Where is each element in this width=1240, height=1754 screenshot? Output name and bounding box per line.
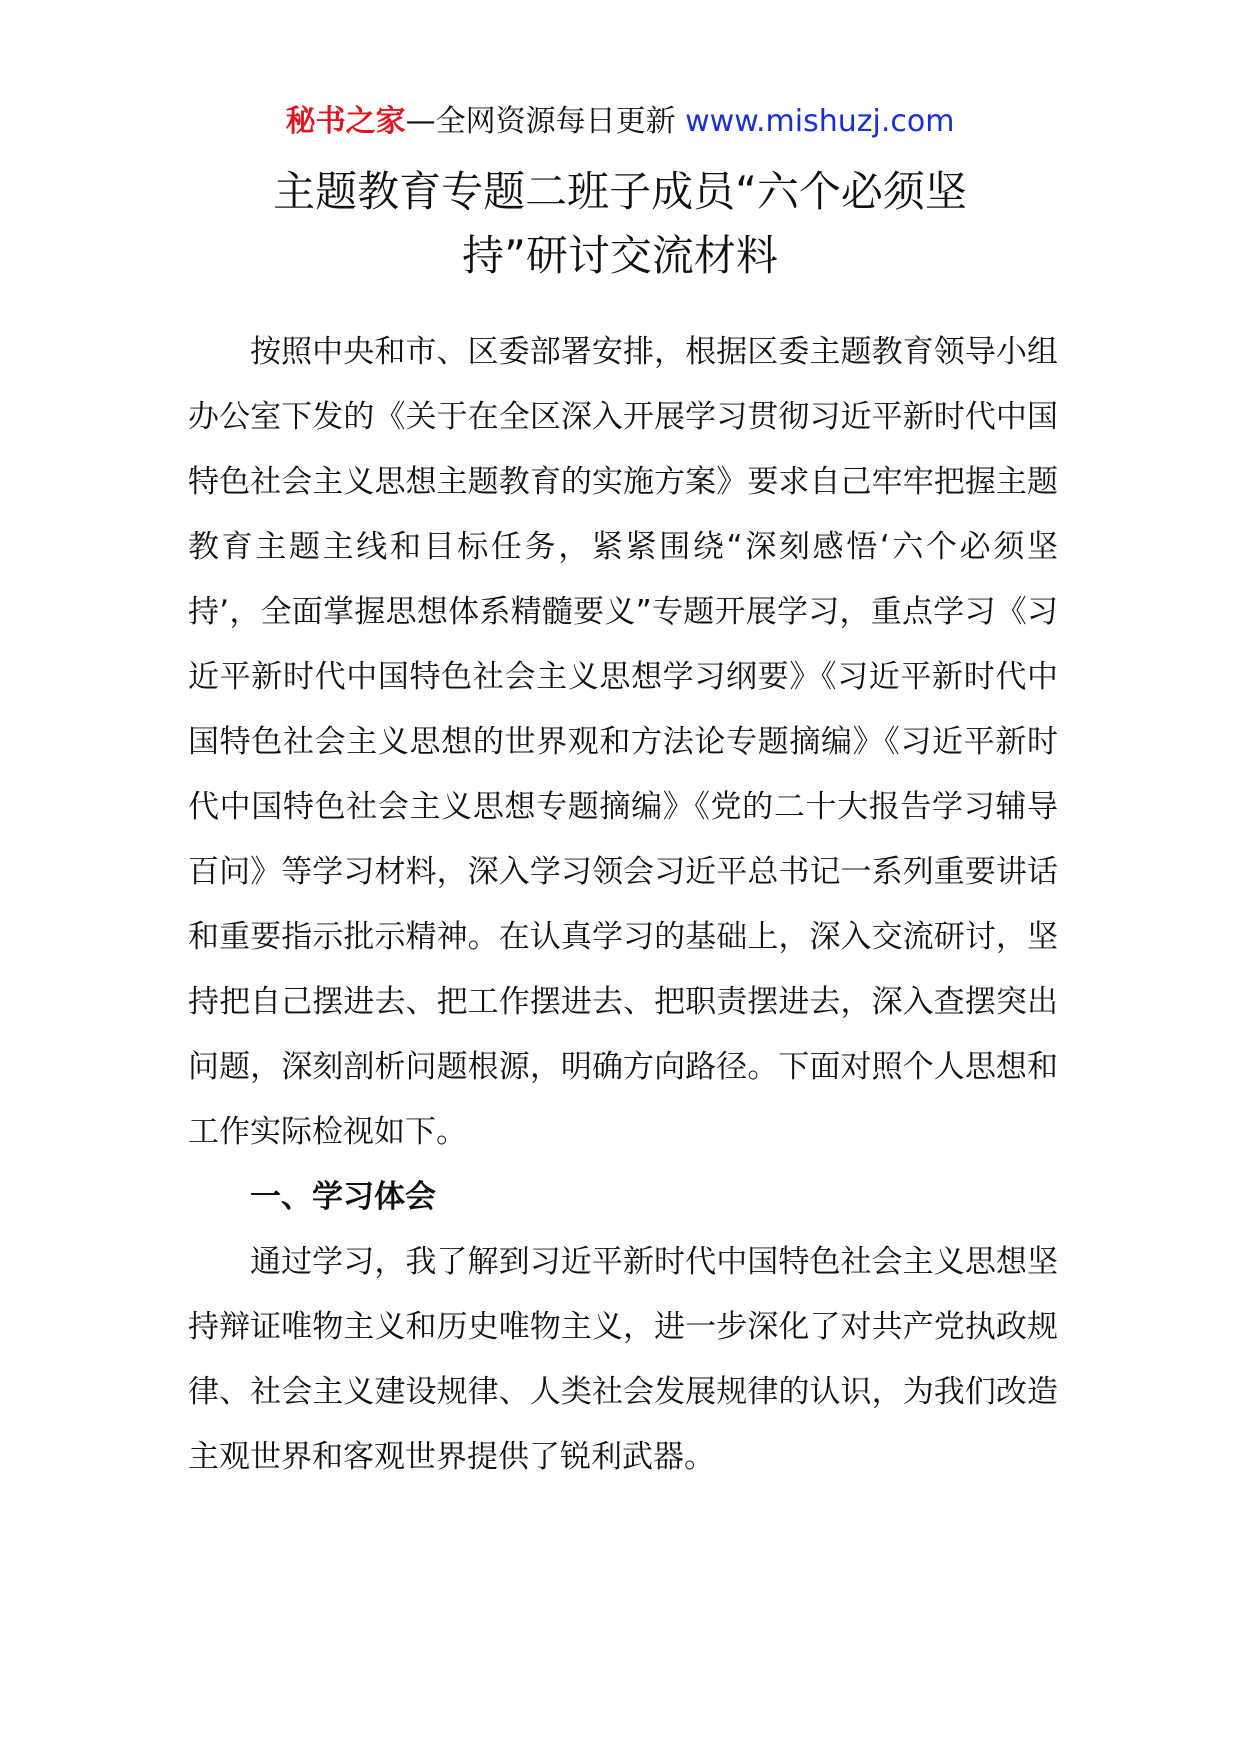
document-body — [188, 320, 1058, 1490]
section-heading: 一、学习体会 — [250, 1179, 436, 1215]
title-line-1: 主题教育专题二班子成员“六个必须坚 — [273, 167, 967, 216]
brand-name: 秘书之家 — [285, 104, 406, 139]
intro-paragraph: 按照中央和市、区委部署安排，根据区委主题教育领导小组办公室下发的《关于在全区深入开展学习贯彻习近平新时代中国特色社会主义思想主题教育的实施方案》要求自己牢牢把握主题教育主题主线和目标任务，紧紧围绕“深刻感悟‘六个必须坚持’，全面掌握思想体系精髓要义”专题开展学习，重点学习《习近平新时代中国特色社会主义思想学习纲要》《习近平新时代中国特色社会主义思想的世界观和方法论专题摘编》《习近平新时代中国特色社会主义思想专题摘编》《党的二十大报告学习辅导百问》等学习材料，深入学习领会习近平总书记一系列重要讲话和重要指示批示精神。在认真学习的基础上，深入交流研讨，坚持把自己摆进去、把工作摆进去、把职责摆进去，深入查摆突出问题，深刻剖析问题根源，明确方向路径。下面对照个人思想和工作实际检视如下。 — [188, 334, 1058, 1150]
site-url-link[interactable]: www.mishuzj.com — [685, 104, 955, 139]
document-title — [180, 160, 1060, 288]
section-paragraph: 通过学习，我了解到习近平新时代中国特色社会主义思想坚持辩证唯物主义和历史唯物主义，进一步深化了对共产党执政规律、社会主义建设规律、人类社会发展规律的认识，为我们改造主观世界和客观世界提供了锐利武器。 — [188, 1244, 1058, 1475]
site-header — [0, 100, 1240, 144]
header-tagline: —全网资源每日更新 — [405, 104, 686, 139]
title-line-2: 持”研讨交流材料 — [462, 231, 778, 280]
